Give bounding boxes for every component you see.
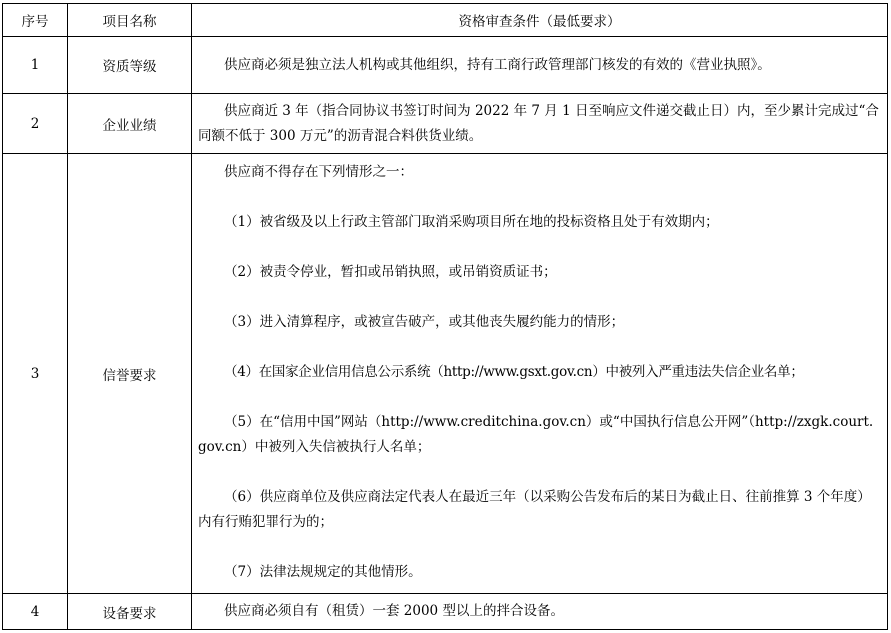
row-requirement xyxy=(192,37,888,94)
table-header-row xyxy=(3,4,888,37)
table-row xyxy=(3,94,888,154)
row-no: 2 xyxy=(3,94,68,154)
requirement-item-6: （6）供应商单位及供应商法定代表人在最近三年（以采购公告发布后的某日为截止日、往前推算 3 个年度）内有行贿犯罪行为的； xyxy=(198,489,871,530)
row-requirement xyxy=(192,154,888,594)
requirement-item-1: （1）被省级及以上行政主管部门取消采购项目所在地的投标资格且处于有效期内； xyxy=(224,214,719,230)
requirement-item-2: （2）被责令停业，暂扣或吊销执照，或吊销资质证书； xyxy=(224,264,557,280)
header-name: 项目名称 xyxy=(68,4,192,37)
row-name: 设备要求 xyxy=(68,594,192,630)
row-requirement xyxy=(192,594,888,630)
requirement-intro: 供应商不得存在下列情形之一： xyxy=(224,164,413,180)
requirement-item-5: （5）在“信用中国”网站（http://www.creditchina.gov.cn）或“中国执行信息公开网”（http://zxgk.court.gov.cn）中被列入失信被执行人名单； xyxy=(198,414,874,455)
row-requirement xyxy=(192,94,888,154)
row-no: 4 xyxy=(3,594,68,630)
requirement-item-4: （4）在国家企业信用信息公示系统（http://www.gsxt.gov.cn）中被列入严重违法失信企业名单； xyxy=(224,364,804,380)
row-name: 信誉要求 xyxy=(68,154,192,594)
row-name: 企业业绩 xyxy=(68,94,192,154)
table-row xyxy=(3,154,888,594)
requirement-text: 供应商必须自有（租赁）一套 2000 型以上的拌合设备。 xyxy=(224,603,564,619)
requirement-text: 供应商必须是独立法人机构或其他组织，持有工商行政管理部门核发的有效的《营业执照》。 xyxy=(224,56,771,73)
requirement-item-7: （7）法律法规规定的其他情形。 xyxy=(224,564,422,580)
header-no: 序号 xyxy=(3,4,68,37)
table-row xyxy=(3,37,888,94)
requirement-item-3: （3）进入清算程序，或被宣告破产，或其他丧失履约能力的情形； xyxy=(224,314,625,330)
qualification-table xyxy=(2,3,888,630)
table-row xyxy=(3,594,888,630)
row-no: 1 xyxy=(3,37,68,94)
requirement-text: 供应商近 3 年（指合同协议书签订时间为 2022 年 7 月 1 日至响应文件递交截止日）内，至少累计完成过“合同额不低于 300 万元”的沥青混合料供货业绩。 xyxy=(198,102,879,144)
row-name: 资质等级 xyxy=(68,37,192,94)
header-requirement: 资格审查条件（最低要求） xyxy=(192,4,888,37)
row-no: 3 xyxy=(3,154,68,594)
